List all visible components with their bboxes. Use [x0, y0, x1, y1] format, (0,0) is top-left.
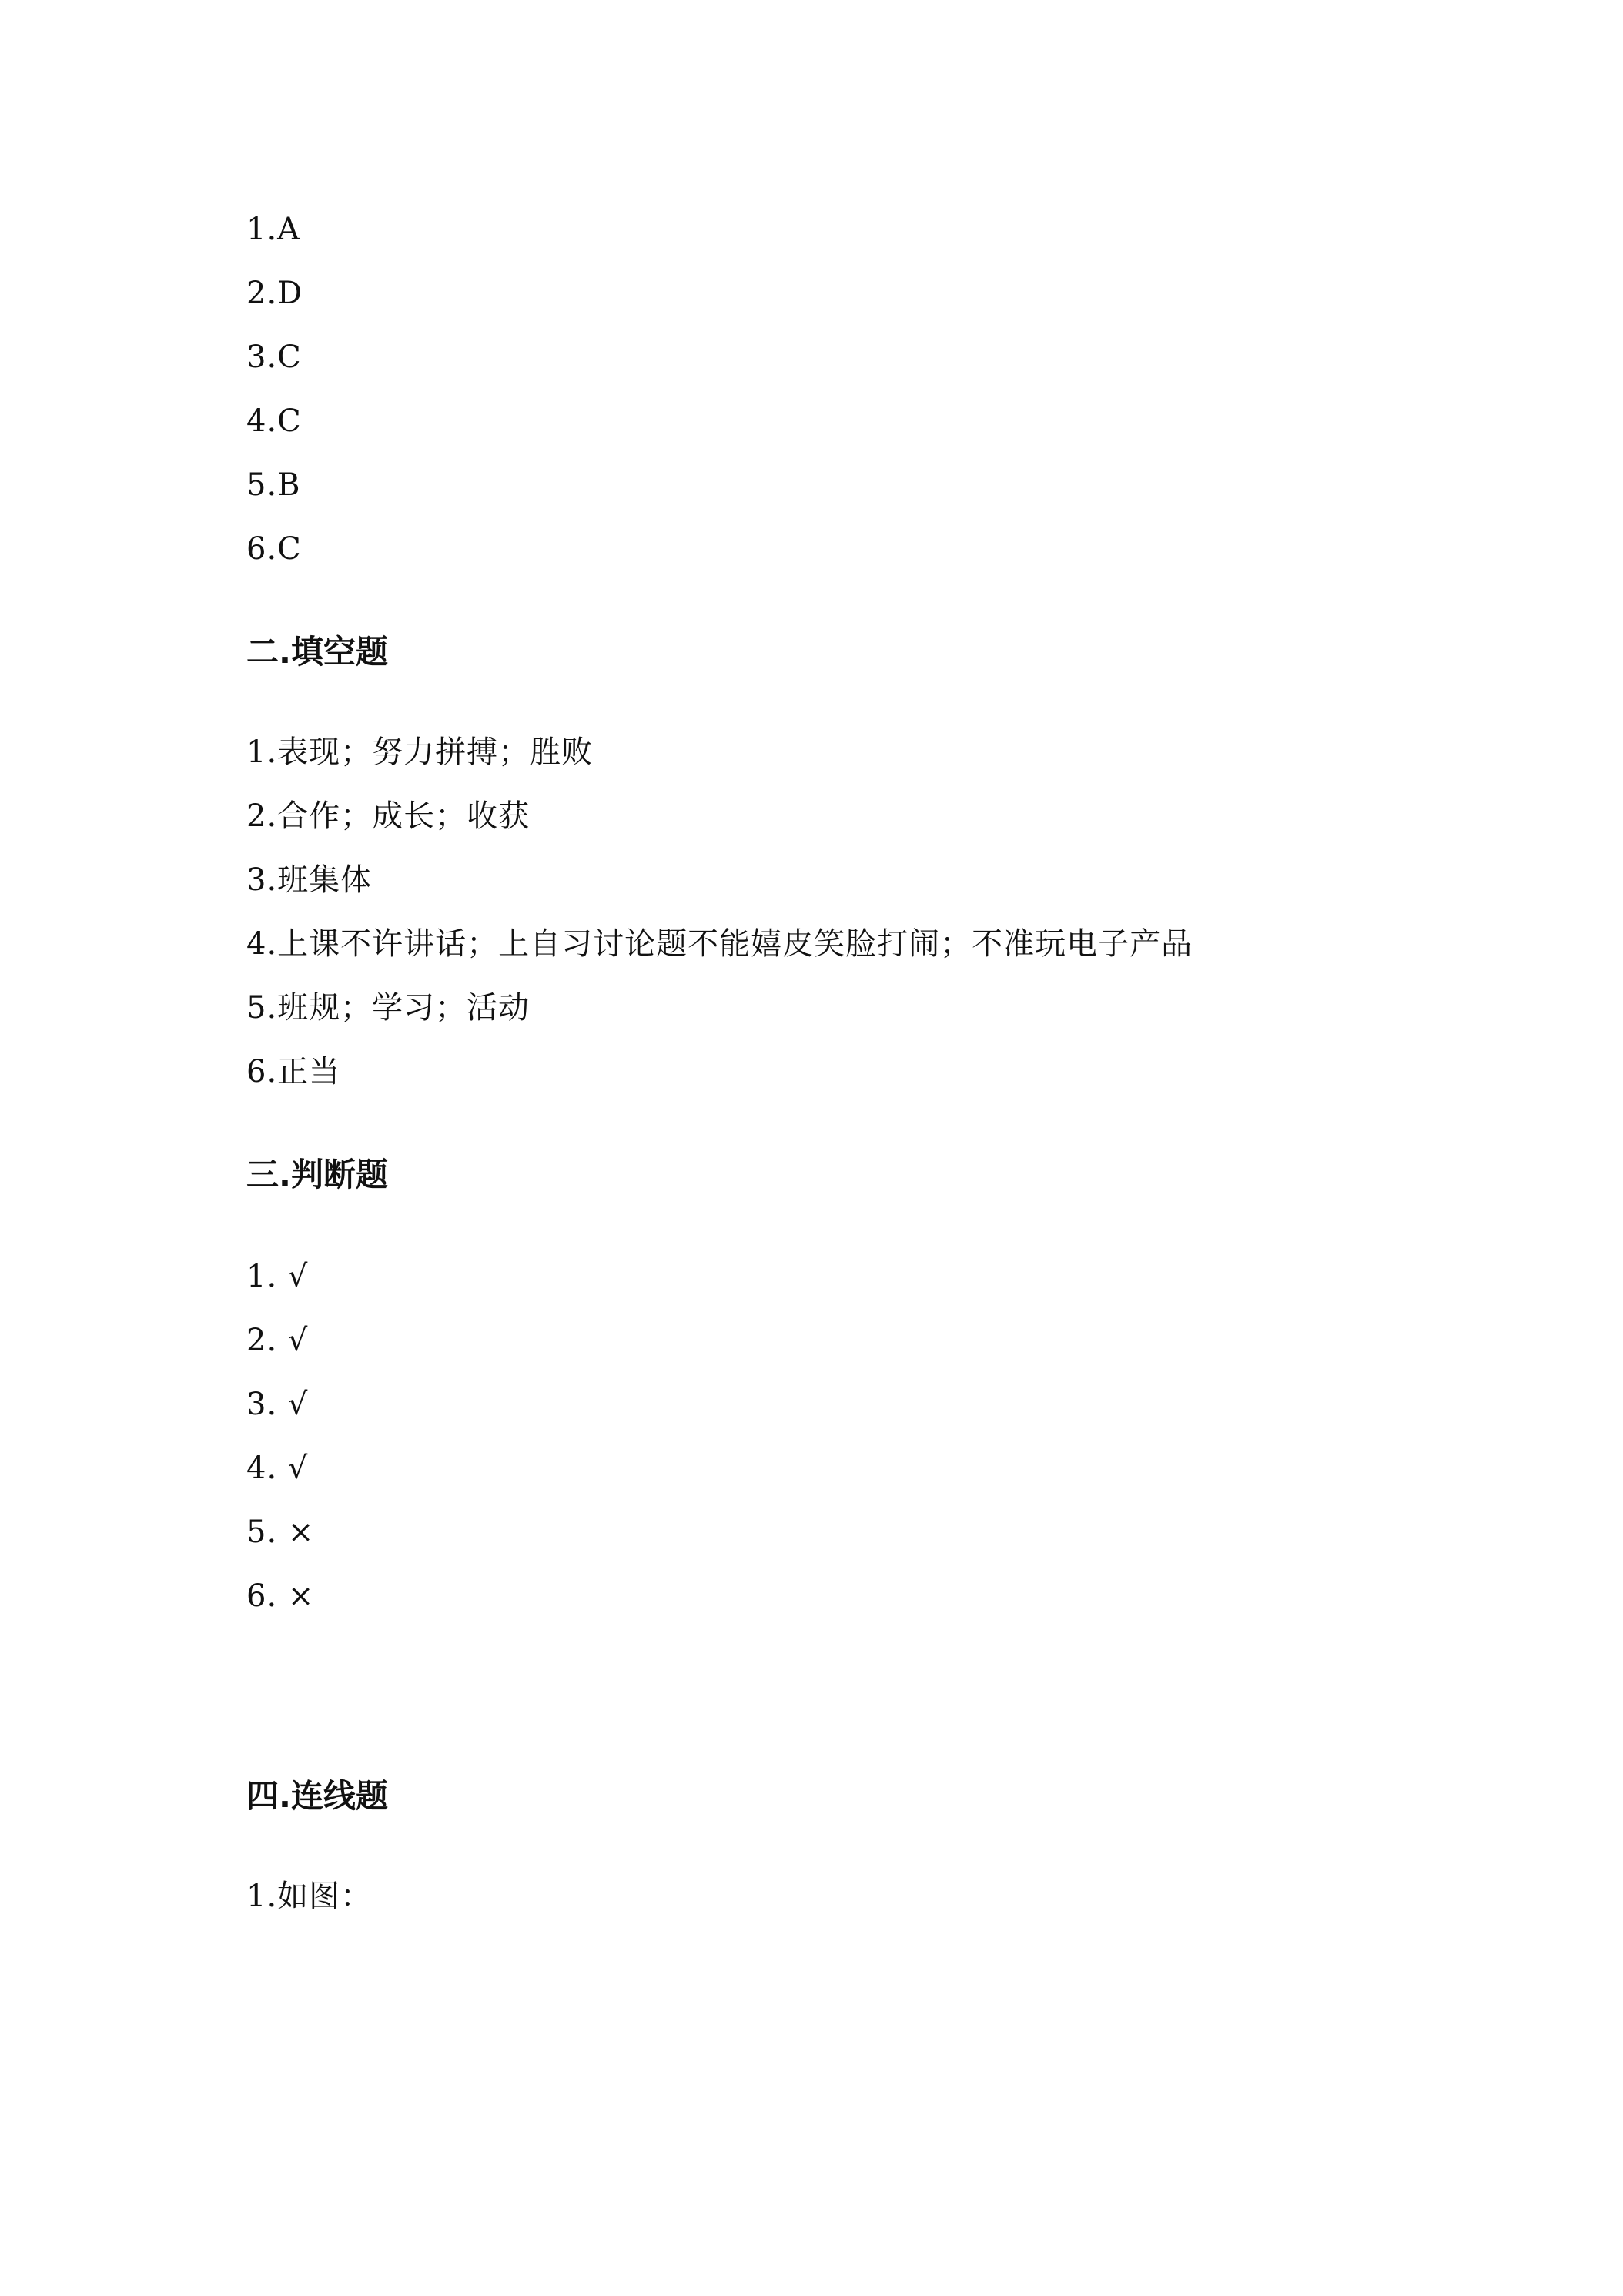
fill-blank-answer-2: 2.合作；成长；收获 [246, 798, 530, 834]
fill-blank-answer-3: 3.班集体 [246, 862, 373, 898]
section-heading-fill-blank: 二.填空题 [246, 633, 388, 671]
choice-answer-2: 2.D [246, 276, 303, 311]
true-false-answer-3: 3. √ [246, 1387, 309, 1422]
fill-blank-answer-4: 4.上课不许讲话；上自习讨论题不能嬉皮笑脸打闹；不准玩电子产品 [246, 926, 1193, 962]
choice-answer-4: 4.C [246, 403, 302, 439]
true-false-answer-6: 6. × [246, 1578, 315, 1614]
fill-blank-answer-5: 5.班规；学习；活动 [246, 990, 530, 1026]
choice-answer-3: 3.C [246, 340, 302, 375]
fill-blank-answer-6: 6.正当 [246, 1054, 341, 1089]
true-false-answer-5: 5. × [246, 1514, 315, 1550]
choice-answer-1: 1.A [246, 212, 301, 247]
section-heading-matching: 四.连线题 [246, 1777, 388, 1815]
choice-answer-6: 6.C [246, 531, 302, 567]
true-false-answer-1: 1. √ [246, 1259, 309, 1294]
choice-answer-5: 5.B [246, 467, 301, 503]
true-false-answer-2: 2. √ [246, 1323, 309, 1358]
true-false-answer-4: 4. √ [246, 1451, 309, 1486]
matching-answer-1: 1.如图： [246, 1879, 373, 1914]
section-heading-true-false: 三.判断题 [246, 1156, 388, 1193]
fill-blank-answer-1: 1.表现；努力拼搏；胜败 [246, 735, 594, 770]
